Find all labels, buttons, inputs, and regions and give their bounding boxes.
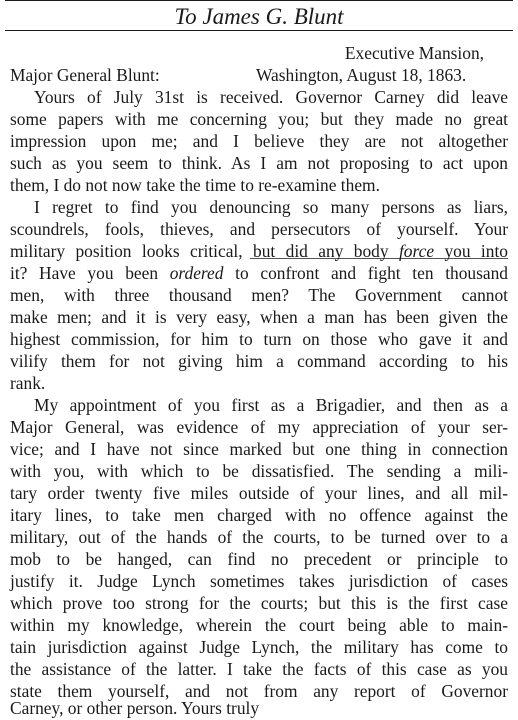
text-line: vilify them for not giving him a command according to his: [10, 351, 508, 371]
text-line: tain jurisdiction against Judge Lynch, the military has come to: [10, 637, 508, 657]
text-segment: to confront and fight ten thousand: [223, 263, 508, 283]
emphasis-force: force: [398, 241, 435, 261]
text-line: men, with three thousand men? The Government cannot: [10, 285, 508, 305]
text-line: itary lines, to take men charged with no offence against the: [10, 505, 508, 525]
text-line: state them yourself, and not from any report of Governor: [10, 681, 508, 701]
text-line: scoundrels, fools, thieves, and persecutors of yourself. Your: [10, 219, 508, 239]
date-line: Washington, August 18, 1863.: [256, 65, 467, 85]
text-line: military, out of the hands of the courts, to be turned over to a: [10, 527, 508, 547]
text-segment: it? Have you been: [10, 263, 170, 283]
text-line: mob to be hanged, can find no precedent or principle to: [10, 549, 508, 569]
text-line: with you, with which to be dissatisfied. The sending a mili-: [10, 461, 508, 481]
text-line: the assistance of the latter. I take the facts of this case as you: [10, 659, 508, 679]
salutation: Major General Blunt:: [10, 65, 160, 85]
text-line: make men; and it is very easy, when a man has been given the: [10, 307, 508, 327]
text-line: Yours of July 31st is received. Governor Carney did leave: [34, 87, 508, 107]
text-line: [10, 240, 508, 262]
emphasis-ordered: ordered: [169, 263, 224, 283]
text-line: which prove too strong for the courts; but this is the first case: [10, 593, 508, 613]
letter-title: To James G. Blunt: [174, 4, 344, 29]
text-line: [10, 262, 508, 284]
text-segment: military position looks critical, but did any body: [10, 241, 399, 261]
text-line: them, I do not now take the time to re-examine them.: [10, 175, 380, 195]
text-line: Carney, or other person. Yours truly: [10, 698, 260, 718]
location-line: Executive Mansion,: [344, 43, 484, 63]
text-line: I regret to find you denouncing so many persons as liars,: [34, 197, 508, 217]
text-line: tary order twenty five miles outside of your lines, and all mil-: [10, 483, 508, 503]
text-segment: you into: [434, 241, 508, 261]
text-line: some papers with me concerning you; but they made no great: [10, 109, 508, 129]
text-line: Major General, was evidence of my appreciation of your ser-: [10, 417, 508, 437]
text-line: impression upon me; and I believe they are not altogether: [10, 131, 508, 151]
title-rule: [5, 30, 513, 31]
text-line: My appointment of you first as a Brigadier, and then as a: [34, 395, 508, 415]
text-line: vice; and I have not since marked but one thing in connection: [10, 439, 508, 459]
text-line: such as you seem to think. As I am not proposing to act upon: [10, 153, 508, 173]
top-rule: [5, 0, 513, 1]
text-line: justify it. Judge Lynch sometimes takes jurisdiction of cases: [10, 571, 508, 591]
text-line: highest commission, for him to turn on those who gave it and: [10, 329, 508, 349]
text-line: within my knowledge, wherein the court being able to main-: [10, 615, 508, 635]
text-line: rank.: [10, 373, 46, 393]
